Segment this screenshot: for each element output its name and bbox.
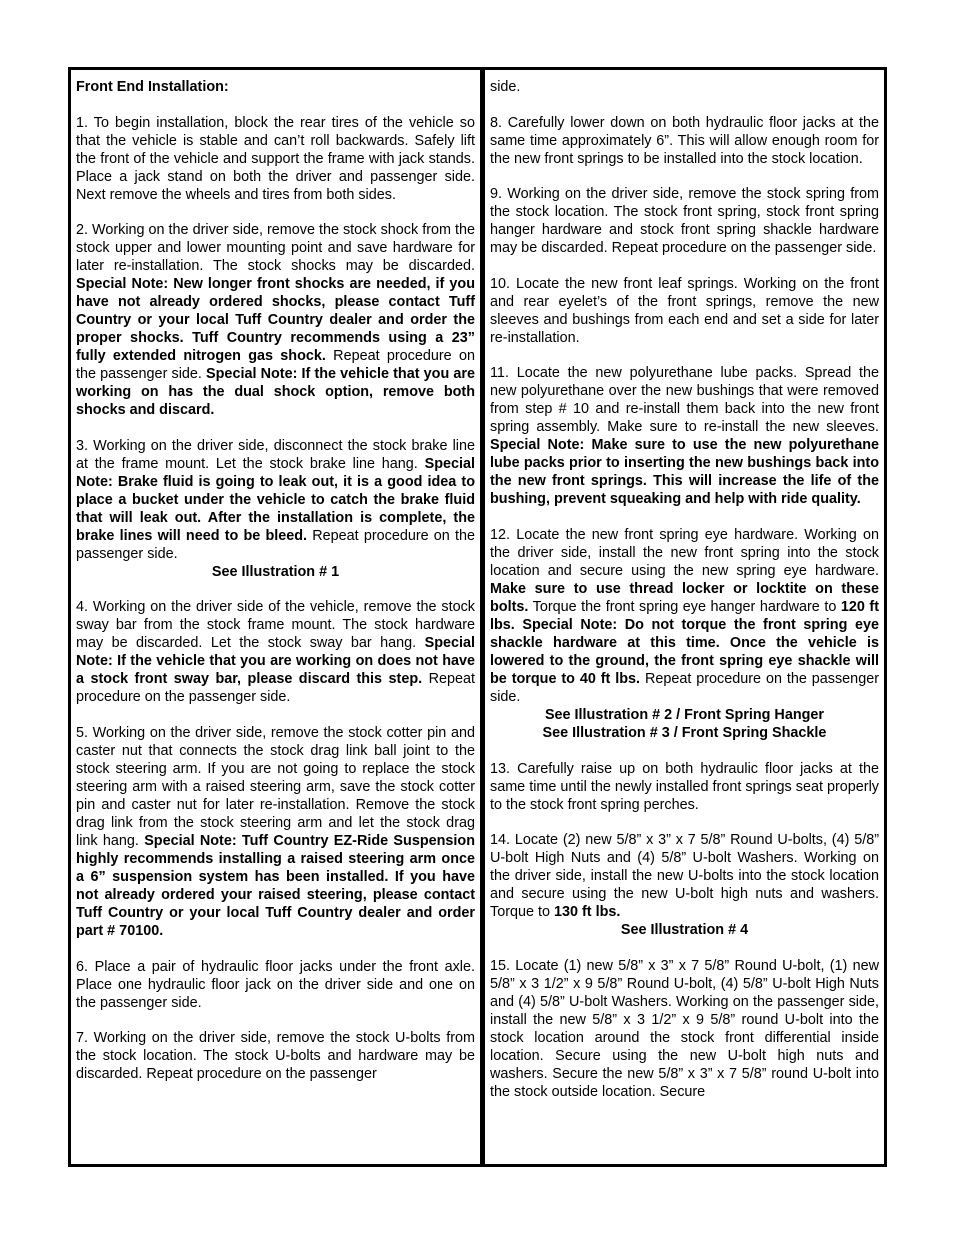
step-14: 14. Locate (2) new 5/8” x 3” x 7 5/8” Round U-bolts, (4) 5/8” U-bolt High Nuts and (4) 5/8” U-bolt Washers. Working on the driver side, install the new U-bolts into the stock location and secure using the new U-bolt high nuts and washers. Torque to 130 ft lbs. — [490, 832, 879, 921]
illustration-ref-2: See Illustration # 2 / Front Spring Hanger — [544, 706, 825, 723]
step-2: 2. Working on the driver side, remove the stock shock from the stock upper and lower mounting point and save hardware for later re-installation. The stock shocks may be discarded. Special Note: New longer front shocks are needed, if you have not already ordered shocks, please contact Tuff Country or your local Tuff Country dealer and order the proper shocks. Tuff Country recommends using a 23” fully extended nitrogen gas shock. Repeat procedure on the passenger side. Special Note: If the vehicle that you are working on has the dual shock option, remove both shocks and discard. — [76, 222, 475, 419]
step-15: 15. Locate (1) new 5/8” x 3” x 7 5/8” Round U-bolt, (1) new 5/8” x 3 1/2” x 9 5/8” Round U-bolt, (4) 5/8” U-bolt High Nuts and (4) 5/8” U-bolt Washers. Working on the passenger side, install the new 5/8” x 3 1/2” x 9 5/8” round U-bolt into the stock location around the stock front differential inside location. Secure using the new U-bolt high nuts and washers. Secure the new 5/8” x 3” x 7 5/8” round U-bolt into the stock outside location. Secure — [490, 957, 879, 1100]
step-13: 13. Carefully raise up on both hydraulic floor jacks at the same time until the newly installed front springs seat properly to the stock front spring perches. — [490, 760, 879, 813]
step-11: 11. Locate the new polyurethane lube packs. Spread the new polyurethane over the new bushings that were removed from step # 10 and re-install them back into the new front spring assembly. Make sure to re-install the new sleeves. Special Note: Make sure to use the new polyurethane lube packs prior to inserting the new bushings back into the new front springs. This will increase the life of the bushing, prevent squeaking and help with ride quality. — [490, 365, 879, 508]
step-5: 5. Working on the driver side, remove the stock cotter pin and caster nut that connects the stock drag link ball joint to the stock steering arm. If you are not going to replace the stock steering arm with a raised steering arm, save the stock cotter pin and caster nut for later re-installation. Remove the stock drag link from the stock steering arm and let the stock drag link hang. Special Note: Tuff Country EZ-Ride Suspension highly recommends installing a raised steering arm once a 6” suspension system has been installed. If you have not already ordered your raised steering, please contact Tuff Country or your local Tuff Country dealer and order part # 70100. — [76, 724, 475, 939]
left-column — [71, 70, 480, 1164]
illustration-ref-3: See Illustration # 3 / Front Spring Shackle — [542, 724, 827, 741]
step-4: 4. Working on the driver side of the vehicle, remove the stock sway bar from the stock frame mount. The stock hardware may be discarded. Let the stock sway bar hang. Special Note: If the vehicle that you are working on does not have a stock front sway bar, please discard this step. Repeat procedure on the passenger side. — [76, 599, 476, 706]
step-1: 1. To begin installation, block the rear tires of the vehicle so that the vehicle is stable and can’t roll backwards. Safely lift the front of the vehicle and support the frame with jack stands. Place a jack stand on both the driver and passenger side. Next remove the wheels and tires from both sides. — [76, 114, 475, 203]
step-8: 8. Carefully lower down on both hydraulic floor jacks at the same time approximately 6”. This will allow enough room for the new front springs to be installed into the stock location. — [490, 114, 879, 167]
step-7-continued: side. — [490, 79, 521, 95]
step-3: 3. Working on the driver side, disconnect the stock brake line at the frame mount. Let the stock brake line hang. Special Note: Brake fluid is going to leak out, it is a good idea to place a bucket under the vehicle to catch the brake fluid that will leak out. After the installation is complete, the brake lines will need to be bleed. Repeat procedure on the passenger side. — [76, 437, 475, 562]
illustration-ref-4: See Illustration # 4 — [620, 922, 749, 939]
right-column — [480, 70, 884, 1164]
step-9: 9. Working on the driver side, remove the stock spring from the stock location. The stock front spring, stock front spring hanger hardware and stock front spring shackle hardware may be discarded. Repeat procedure on the passenger side. — [490, 186, 879, 257]
step-7: 7. Working on the driver side, remove the stock U-bolts from the stock location. The stock U-bolts and hardware may be discarded. Repeat procedure on the passenger — [76, 1030, 475, 1083]
illustration-ref-1: See Illustration # 1 — [211, 563, 340, 580]
step-6: 6. Place a pair of hydraulic floor jacks under the front axle. Place one hydraulic floor jack on the driver side and one on the passenger side. — [76, 958, 475, 1011]
instruction-frame — [68, 67, 887, 1167]
section-heading: Front End Installation: — [76, 79, 229, 95]
step-10: 10. Locate the new front leaf springs. Working on the front and rear eyelet’s of the front springs, remove the new sleeves and bushings from each end and set a side for later re-installation. — [490, 275, 879, 346]
step-12: 12. Locate the new front spring eye hardware. Working on the driver side, install the new front spring into the stock location and secure using the new spring eye hardware. Make sure to use thread locker or locktite on these bolts. Torque the front spring eye hanger hardware to 120 ft lbs. Special Note: Do not torque the front spring eye shackle hardware at this time. Once the vehicle is lowered to the ground, the front spring eye shackle will be torque to 40 ft lbs. Repeat procedure on the passenger side. — [490, 526, 879, 705]
